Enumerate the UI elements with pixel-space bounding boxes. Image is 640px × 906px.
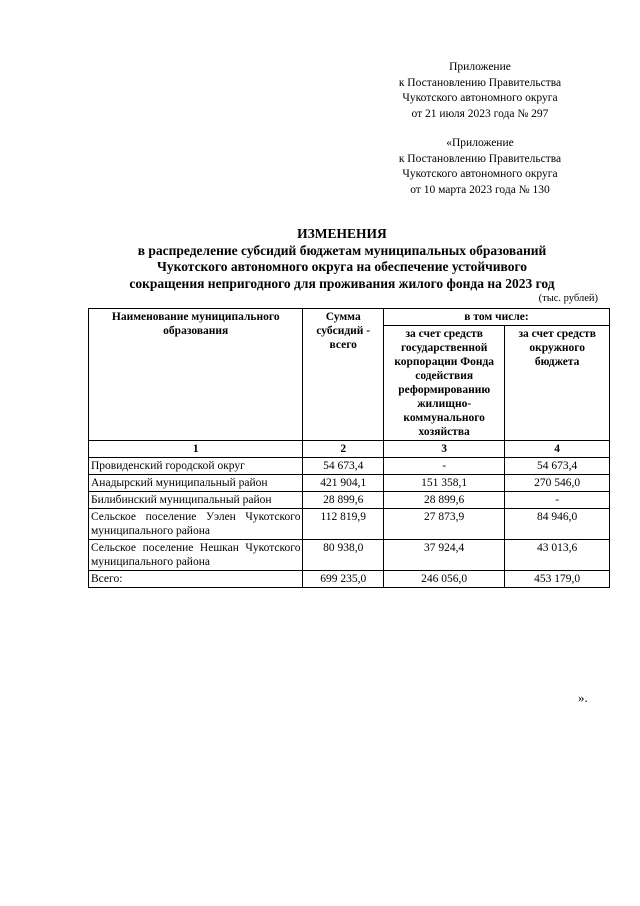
row-name: Провиденский городской округ [89, 458, 303, 475]
title-line: сокращения непригодного для проживания жилого фонда на 2023 год [129, 275, 555, 291]
column-number: 2 [303, 441, 384, 458]
column-number: 1 [89, 441, 303, 458]
total-regional: 453 179,0 [505, 571, 610, 588]
title-line: в распределение субсидий бюджетам муниципальных образований [137, 242, 547, 258]
row-name: Билибинский муниципальный район [89, 492, 303, 509]
row-regional: 54 673,4 [505, 458, 610, 475]
total-fund: 246 056,0 [384, 571, 505, 588]
title-heading: ИЗМЕНЕНИЯ [297, 226, 387, 241]
row-fund: 28 899,6 [384, 492, 505, 509]
header-regional: за счет средств окружного бюджета [505, 326, 610, 441]
table-total-row [89, 571, 610, 588]
appendix-line: от 21 июля 2023 года № 297 [411, 107, 549, 120]
table-row [89, 540, 610, 571]
row-total: 54 673,4 [303, 458, 384, 475]
row-regional: 84 946,0 [505, 509, 610, 540]
column-number: 3 [384, 441, 505, 458]
column-number: 4 [505, 441, 610, 458]
row-name: Анадырский муниципальный район [89, 475, 303, 492]
header-total: Сумма субсидий - всего [303, 309, 384, 441]
document-title [80, 226, 604, 292]
units-note: (тыс. рублей) [538, 293, 598, 304]
table-row [89, 458, 610, 475]
header-fund: за счет средств государственной корпорации Фонда содействия реформированию жилищно-коммунального хозяйства [384, 326, 505, 441]
row-name: Сельское поселение Уэлен Чукотского муниципального района [89, 509, 303, 540]
row-total: 28 899,6 [303, 492, 384, 509]
title-line: Чукотского автономного округа на обеспечение устойчивого [156, 259, 528, 274]
row-name: Сельское поселение Нешкан Чукотского муниципального района [89, 540, 303, 571]
subsidy-table [88, 308, 610, 588]
row-regional: 43 013,6 [505, 540, 610, 571]
appendix-line: Приложение [449, 61, 511, 73]
appendix-line: «Приложение [446, 137, 514, 149]
row-total: 421 904,1 [303, 475, 384, 492]
appendix-line: Чукотского автономного округа [402, 168, 558, 180]
appendix-line: от 10 марта 2023 года № 130 [410, 183, 550, 196]
row-total: 80 938,0 [303, 540, 384, 571]
closing-quote-mark: ». [578, 690, 588, 705]
header-including: в том числе: [384, 309, 610, 326]
appendix-line: к Постановлению Правительства [398, 152, 562, 165]
row-regional: 270 546,0 [505, 475, 610, 492]
appendix-line: Чукотского автономного округа [402, 92, 558, 104]
row-regional: - [505, 492, 610, 509]
appendix-line: к Постановлению Правительства [398, 76, 562, 89]
table-row [89, 475, 610, 492]
table-row [89, 509, 610, 540]
row-fund: 27 873,9 [384, 509, 505, 540]
table-row [89, 492, 610, 509]
total-sum: 699 235,0 [303, 571, 384, 588]
header-name: Наименование муниципального образования [89, 309, 303, 441]
row-fund: - [384, 458, 505, 475]
table-header-row [89, 309, 610, 326]
row-total: 112 819,9 [303, 509, 384, 540]
row-fund: 151 358,1 [384, 475, 505, 492]
appendix-current-header [360, 60, 600, 122]
appendix-original-header [360, 136, 600, 198]
total-label: Всего: [89, 571, 303, 588]
row-fund: 37 924,4 [384, 540, 505, 571]
column-number-row [89, 441, 610, 458]
